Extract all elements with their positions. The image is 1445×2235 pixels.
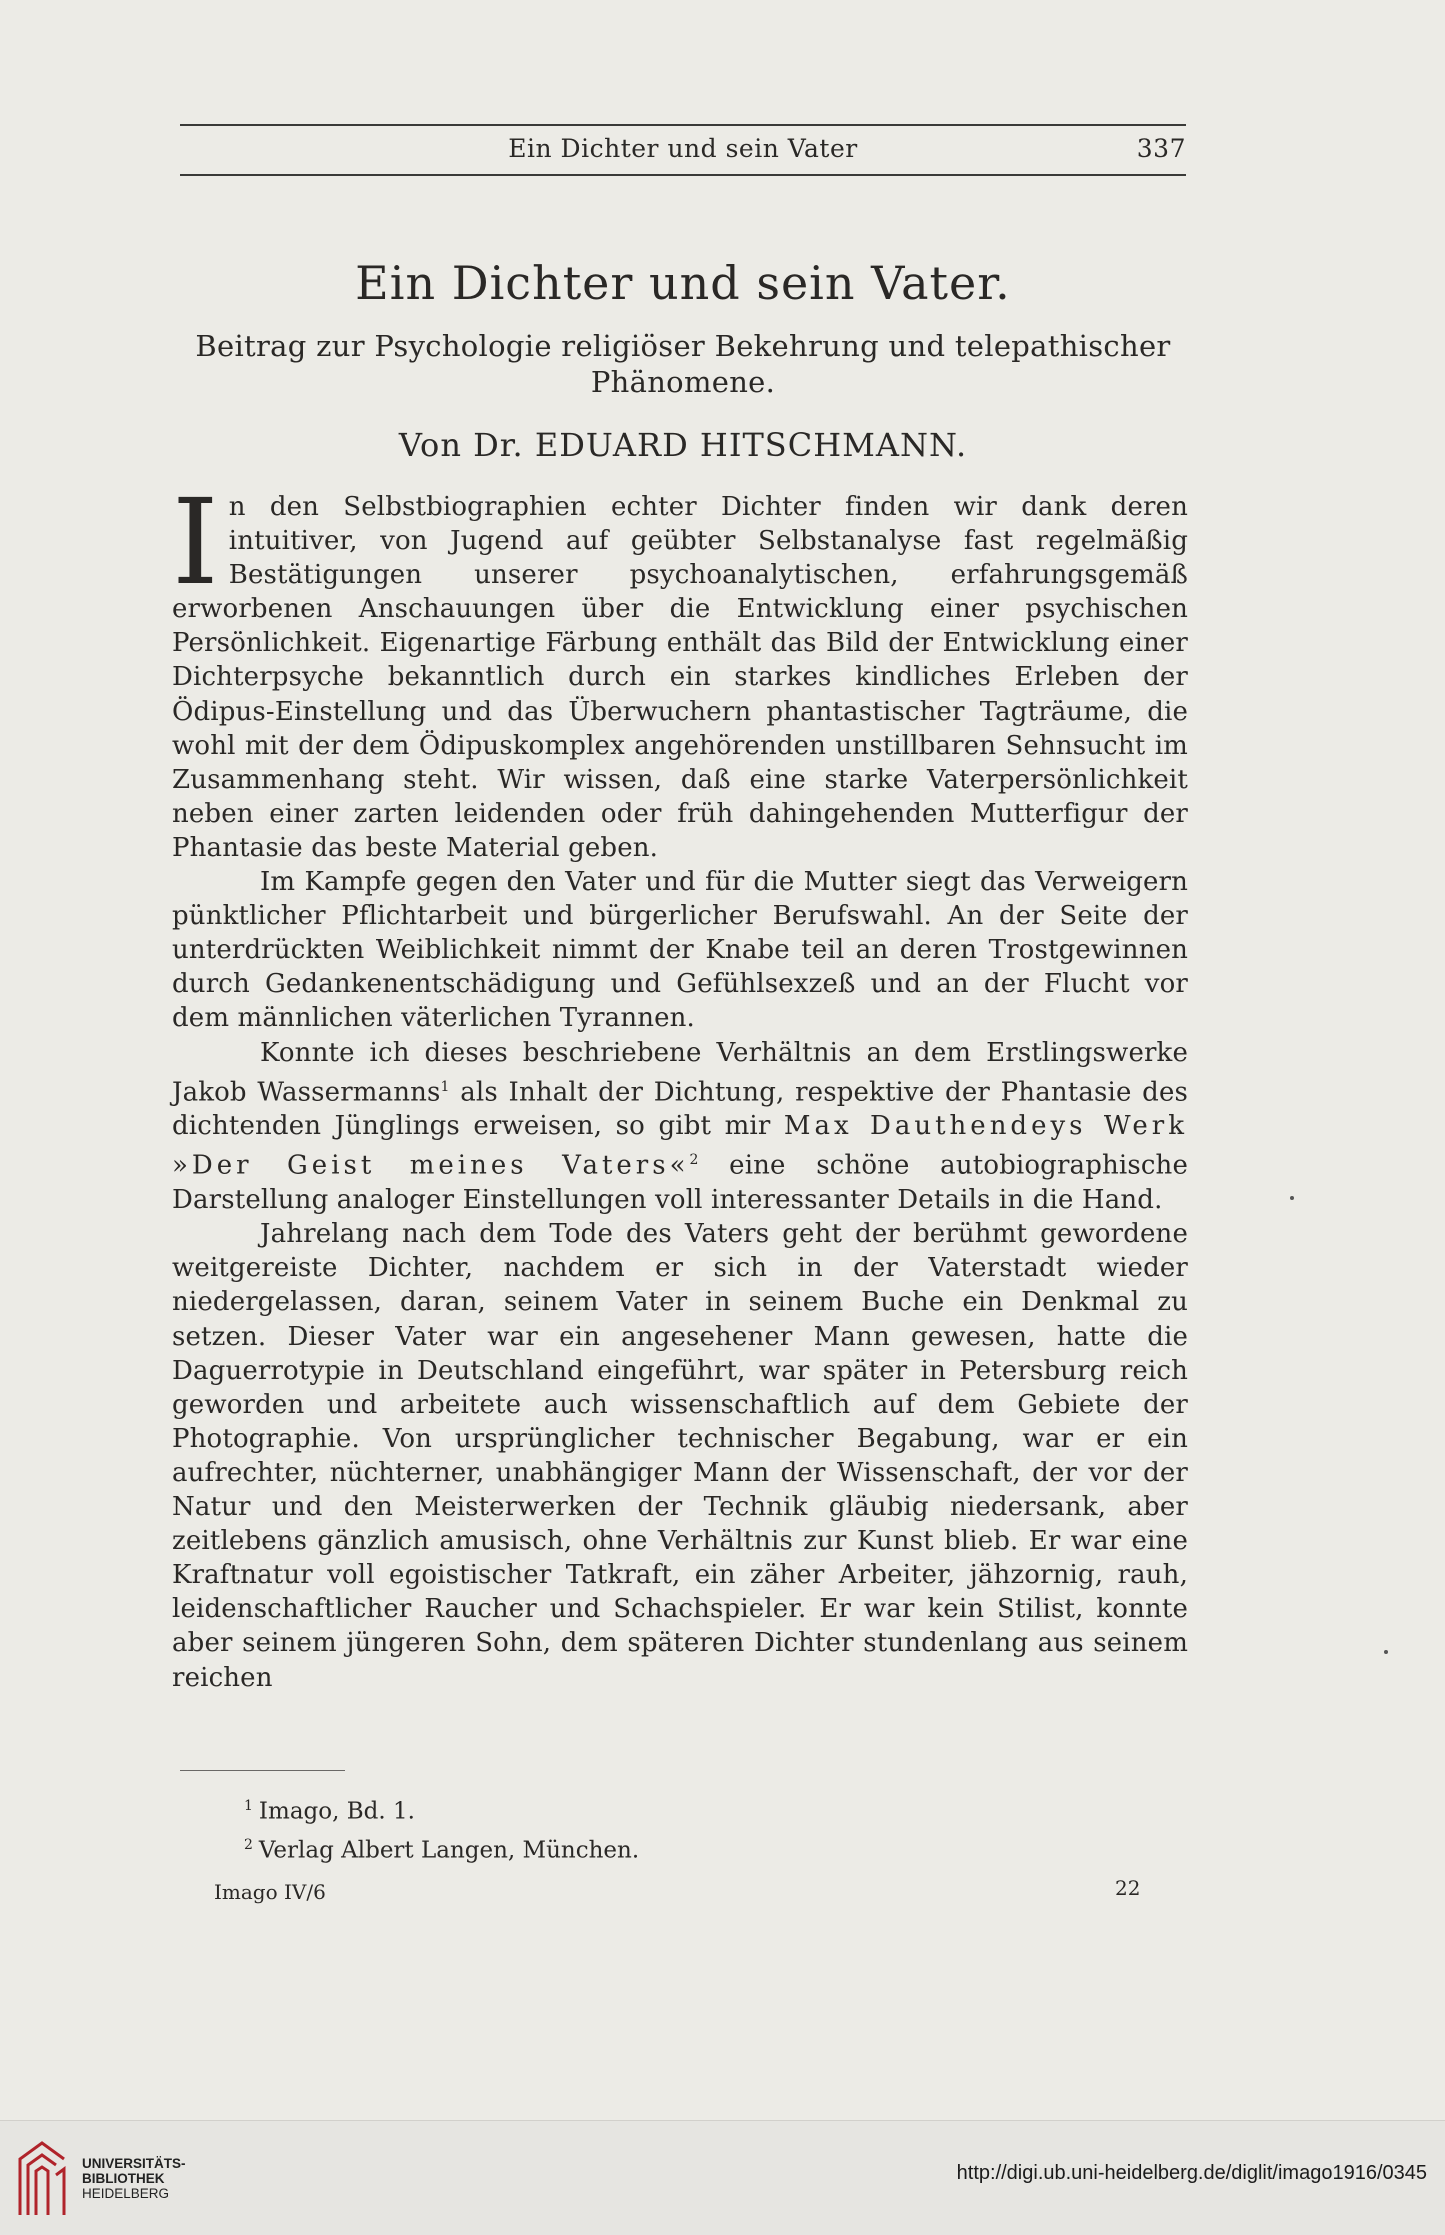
paragraph-3-text-a: Konnte ich dieses beschriebene Verhältnis an dem Erstlingswerke Jakob Wassermanns (172, 1037, 1188, 1108)
speck (1290, 1196, 1294, 1200)
paragraph-4: Jahrelang nach dem Tode des Vaters geht der berühmt gewordene weitgereiste Dichter, nachdem er sich in der Vaterstadt wieder niedergelassen, daran, seinem Vater in seinem Buche ein Denkmal zu setzen. Dieser Vater war ein angesehener Mann gewesen, hatte die Daguerrotypie in Deutschland eingeführt, war später in Petersburg reich geworden und arbeitete auch wissenschaftlich auf dem Gebiete der Photographie. Von ursprünglicher technischer Begabung, war er ein aufrechter, nüchterner, unabhängiger Mann der Wissenschaft, der vor der Natur und den Meisterwerken der Technik gläubig niedersank, aber zeitlebens gänzlich amusisch, ohne Verhältnis zur Kunst blieb. Er war eine Kraftnatur voll egoistischer Tatkraft, ein zäher Arbeiter, jähzornig, rauh, leidenschaftlicher Raucher und Schachspieler. Er war kein Stilist, konnte aber seinem jüngeren Sohn, dem späteren Dichter stundenlang aus seinem reichen (172, 1219, 1188, 1693)
footnote-1-mark: 1 (244, 1798, 253, 1814)
article-title: Ein Dichter und sein Vater. (355, 256, 1011, 310)
running-head (180, 132, 1186, 170)
footnote-2-mark: 2 (244, 1836, 253, 1853)
paragraph-2: Im Kampfe gegen den Vater und für die Mutter siegt das Verweigern pünktlicher Pflichtarbeit und bürgerlicher Berufswahl. An der Seite der unterdrückten Weiblichkeit nimmt der Knabe teil an deren Trostgewinnen durch Gedankenentschädigung und Gefühlsexzeß und an der Flucht vor dem männlichen väterlichen Tyrannen. (172, 867, 1188, 1034)
running-head-title: Ein Dichter und sein Vater (508, 134, 858, 163)
header-rule-bottom (180, 174, 1186, 176)
source-url-link[interactable]: http://digi.ub.uni-heidelberg.de/diglit/imago1916/0345 (956, 2162, 1427, 2184)
subtitle-line-1: Beitrag zur Psychologie religiöser Bekehrung und telepathischer (195, 329, 1171, 363)
ub-heidelberg-logo-icon[interactable] (16, 2139, 68, 2219)
library-line-3: HEIDELBERG (82, 2186, 170, 2201)
subtitle-line-2: Phänomene. (590, 365, 776, 399)
paragraph-3 (172, 1036, 1188, 1218)
signature-right: 22 (1115, 1876, 1141, 1900)
article-author: Von Dr. EDUARD HITSCHMANN. (398, 426, 968, 464)
viewer-footer (0, 2120, 1445, 2235)
speck (1384, 1650, 1388, 1654)
paragraph-3-text-c: eine schöne autobiographische Darstellung analoger Einstellungen voll interessanter Details in die Hand. (172, 1151, 1188, 1216)
signature-left: Imago IV/6 (214, 1880, 326, 1904)
paragraph-1-text: n den Selbstbiographien echter Dichter finden wir dank deren intuitiver, von Jugend auf geübter Selbstanalyse fast regelmäßig Bestätigungen unserer psychoanalytischen, erfahrungsgemäß erworbenen Anschauungen über die Entwicklung einer psychischen Persönlichkeit. Eigenartige Färbung enthält das Bild der Entwicklung einer Dichterpsyche bekanntlich durch ein starkes kindliches Erleben der Ödipus-Einstellung und das Überwuchern phantastischer Tagträume, die wohl mit der dem Ödipuskomplex angehörenden unstillbaren Sehnsucht im Zusammenhang steht. Wir wissen, daß eine starke Vaterpersönlichkeit neben einer zarten leidenden oder früh dahingehenden Mutterfigur der Phantasie das beste Material geben. (172, 492, 1188, 863)
footnote-1 (244, 1790, 639, 1829)
library-line-1: UNIVERSITÄTS- (82, 2156, 186, 2171)
header-rule-top (180, 124, 1186, 126)
footnote-1-text: Imago, Bd. 1. (258, 1798, 415, 1825)
drop-cap: I (172, 473, 219, 611)
footnote-ref-2: 2 (689, 1152, 699, 1169)
footnote-2 (244, 1829, 639, 1868)
footnotes (244, 1790, 639, 1867)
article-body (172, 473, 1188, 1695)
paragraph-3-text-b: als Inhalt der Dichtung, respektive der Phantasie des dichtenden Jünglings erweisen, so gibt mir (172, 1077, 1188, 1142)
footnote-rule (180, 1770, 345, 1771)
page-number: 337 (1136, 134, 1186, 163)
spaced-book-title: Max Dauthendeys Werk »Der Geist meines Vaters« (172, 1111, 1188, 1182)
article-subtitle (180, 328, 1186, 400)
footnote-ref-1: 1 (440, 1078, 450, 1095)
library-name (82, 2156, 186, 2201)
library-line-2: BIBLIOTHEK (82, 2171, 165, 2186)
paragraph-1 (172, 473, 1188, 865)
footnote-2-text: Verlag Albert Langen, München. (258, 1837, 640, 1864)
